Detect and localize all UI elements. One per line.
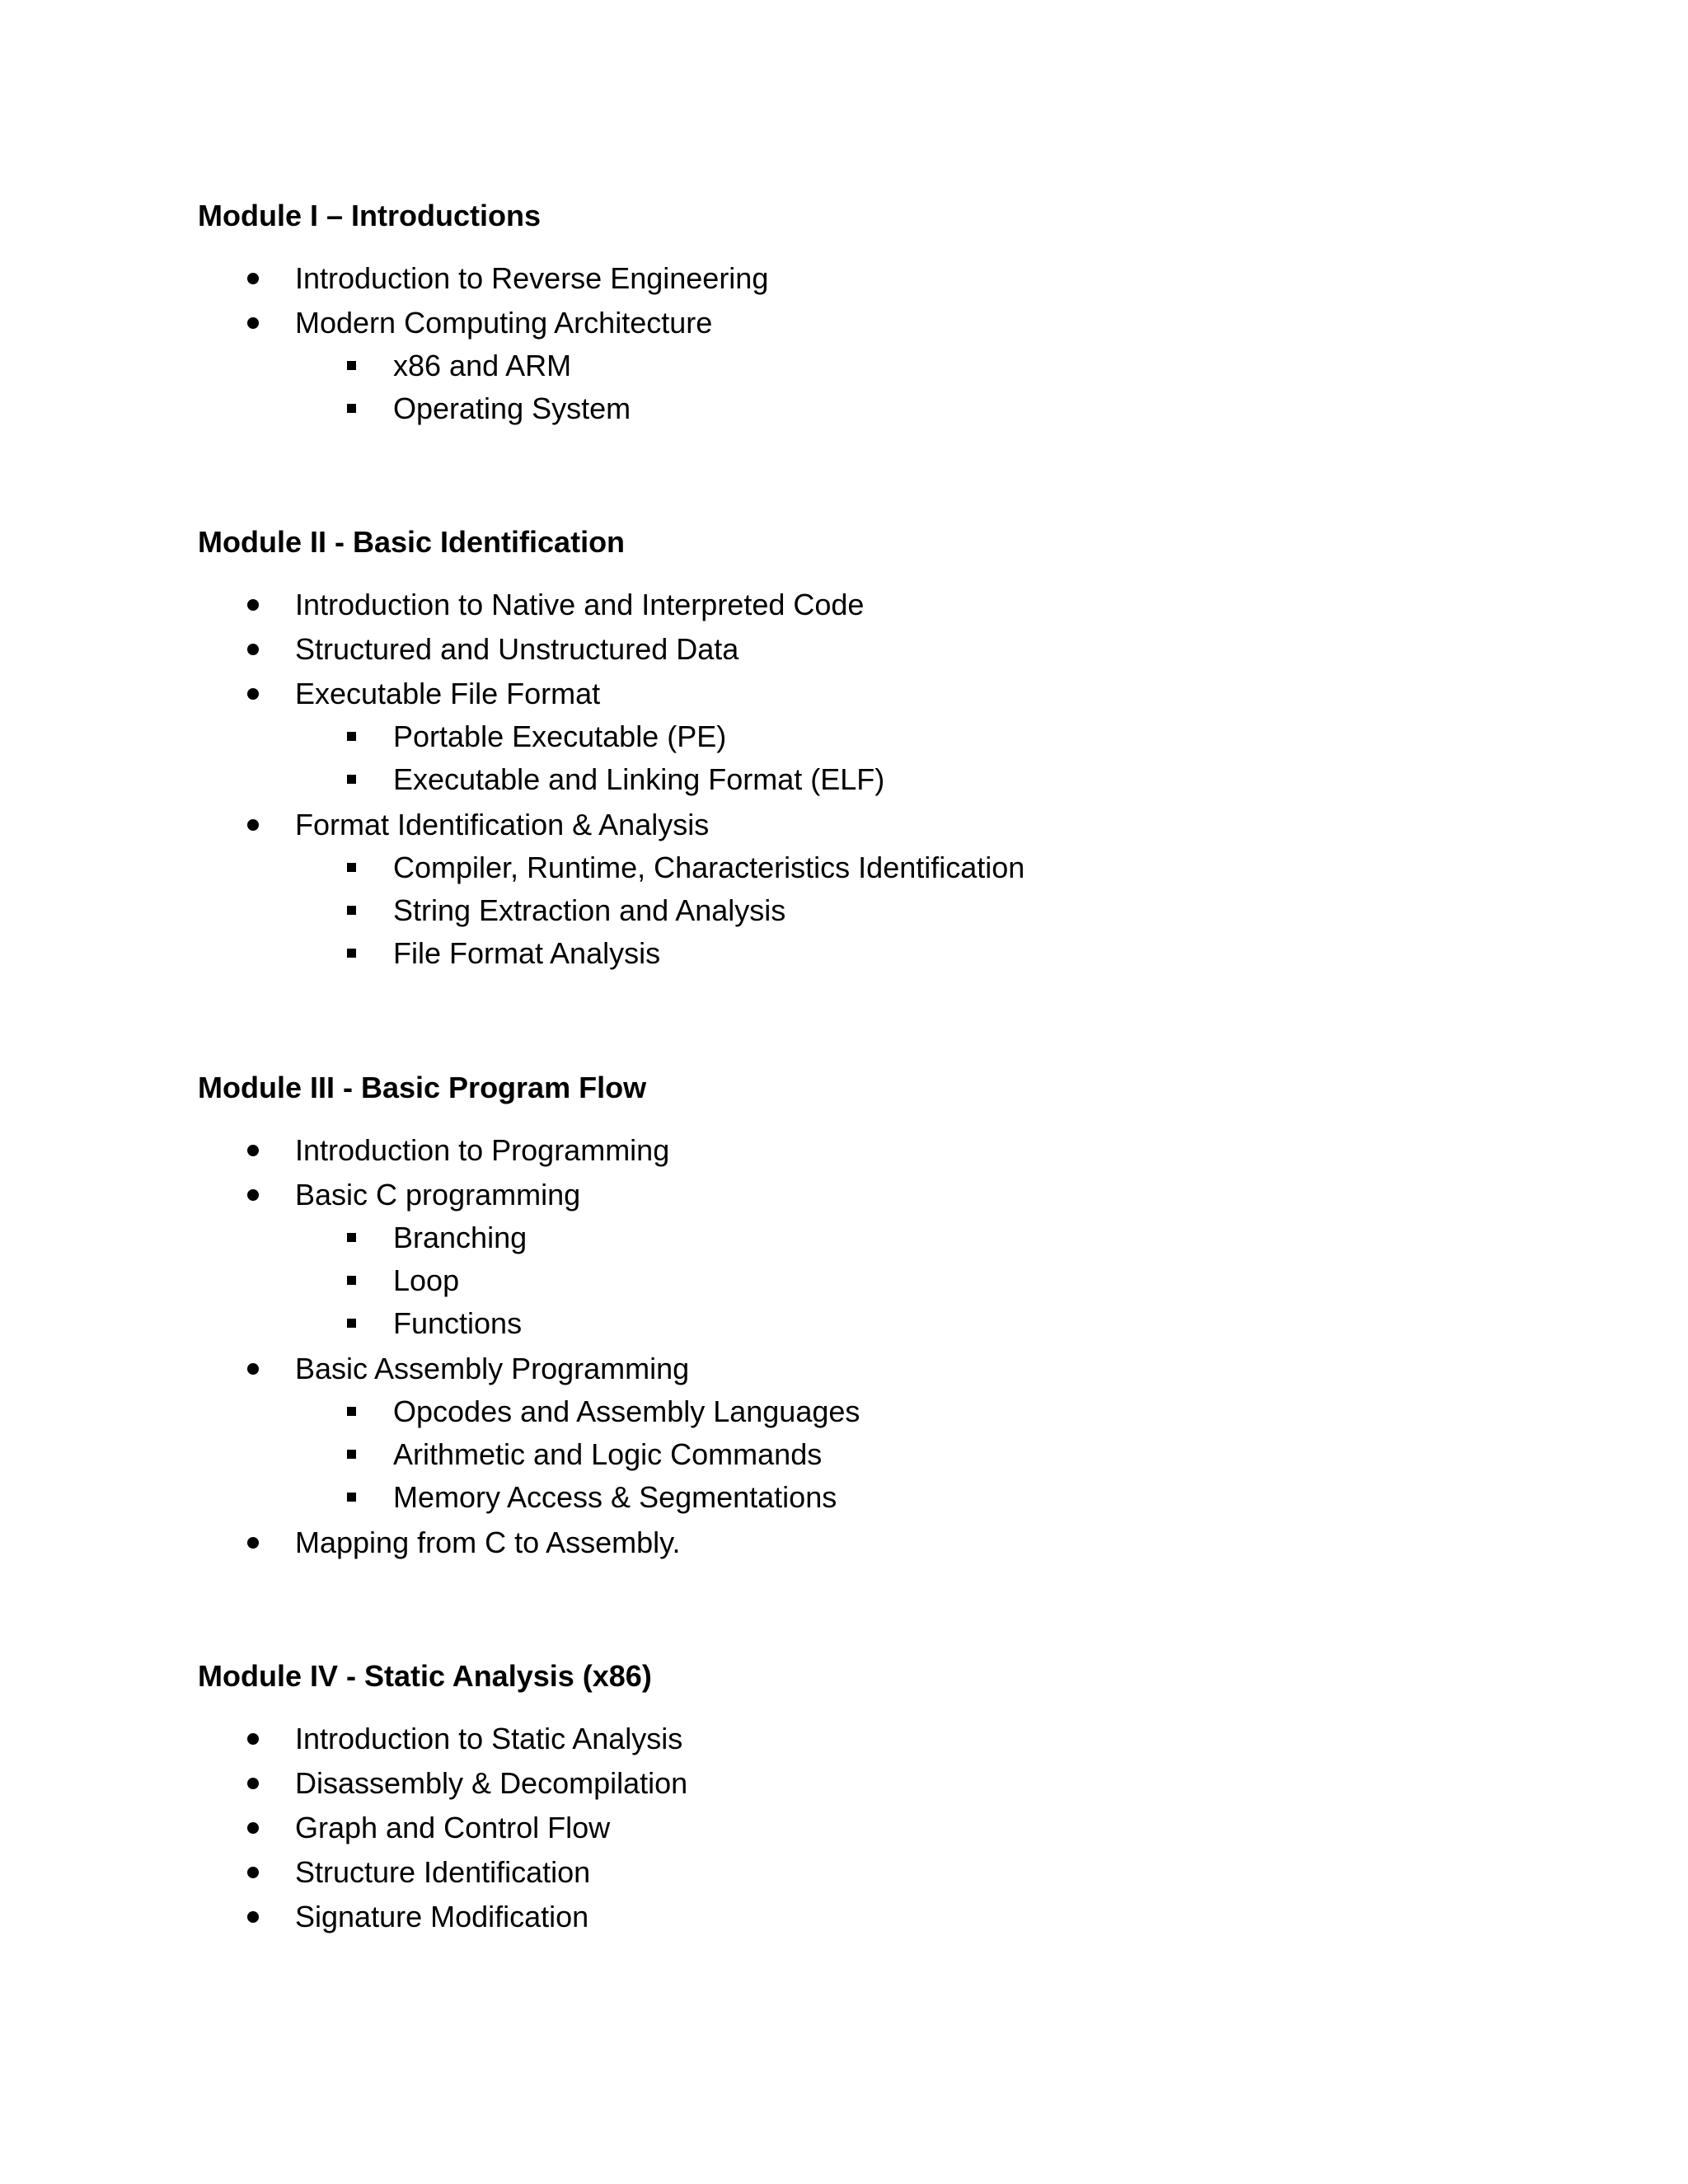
- list-item: [0, 804, 1688, 846]
- bullet-square-icon: [347, 906, 356, 915]
- list-item: [0, 1130, 1688, 1171]
- bullet-dot-icon: [247, 1189, 259, 1201]
- list-item-text: Structure Identification: [295, 1855, 591, 1889]
- bullet-dot-icon: [247, 644, 259, 655]
- module-title: Module III - Basic Program Flow: [198, 1071, 647, 1104]
- sub-list-item: [0, 1391, 1688, 1432]
- bullet-square-icon: [347, 1450, 356, 1459]
- sub-list-item: [0, 847, 1688, 888]
- sub-list-item-text: Functions: [393, 1306, 523, 1340]
- list-item: [0, 1174, 1688, 1216]
- bullet-dot-icon: [247, 273, 259, 284]
- sub-list-item: [0, 933, 1688, 974]
- list-item-text: Introduction to Static Analysis: [295, 1722, 683, 1755]
- list-item-text: Introduction to Native and Interpreted Code: [295, 588, 865, 621]
- module-title: Module II - Basic Identification: [198, 525, 626, 559]
- bullet-dot-icon: [247, 599, 259, 611]
- sub-list-item-text: Portable Executable (PE): [393, 719, 727, 753]
- sub-list-item-text: Branching: [393, 1221, 528, 1254]
- sub-list-item: [0, 1260, 1688, 1301]
- bullet-square-icon: [347, 1407, 356, 1416]
- list-item: [0, 1522, 1688, 1563]
- list-item: [0, 584, 1688, 626]
- list-item-text: Introduction to Programming: [295, 1133, 670, 1167]
- sub-list-item: [0, 388, 1688, 429]
- sub-list-item-text: Loop: [393, 1263, 460, 1297]
- sub-list-item-text: File Format Analysis: [393, 936, 661, 970]
- list-item-text: Introduction to Reverse Engineering: [295, 261, 769, 295]
- list-item: [0, 629, 1688, 670]
- list-item-text: Modern Computing Architecture: [295, 306, 713, 340]
- bullet-square-icon: [347, 361, 356, 370]
- list-item: [0, 1852, 1688, 1893]
- bullet-dot-icon: [247, 688, 259, 700]
- bullet-square-icon: [347, 1276, 356, 1285]
- list-item-text: Basic C programming: [295, 1178, 581, 1212]
- list-item: [0, 673, 1688, 715]
- bullet-square-icon: [347, 863, 356, 872]
- bullet-dot-icon: [247, 819, 259, 831]
- bullet-dot-icon: [247, 1867, 259, 1878]
- list-item: [0, 1348, 1688, 1390]
- list-item-text: Format Identification & Analysis: [295, 808, 710, 841]
- bullet-dot-icon: [247, 1778, 259, 1789]
- bullet-dot-icon: [247, 1822, 259, 1834]
- bullet-square-icon: [347, 949, 356, 958]
- bullet-square-icon: [347, 775, 356, 784]
- sub-list-item: [0, 1217, 1688, 1258]
- bullet-dot-icon: [247, 1911, 259, 1923]
- bullet-dot-icon: [247, 1363, 259, 1375]
- list-item-text: Signature Modification: [295, 1900, 589, 1933]
- list-item-text: Graph and Control Flow: [295, 1811, 611, 1844]
- bullet-dot-icon: [247, 1145, 259, 1156]
- module-title: Module IV - Static Analysis (x86): [198, 1659, 652, 1693]
- bullet-dot-icon: [247, 317, 259, 329]
- sub-list-item: [0, 345, 1688, 387]
- sub-list-item: [0, 759, 1688, 800]
- bullet-dot-icon: [247, 1537, 259, 1549]
- list-item-text: Mapping from C to Assembly.: [295, 1526, 681, 1559]
- sub-list-item-text: Arithmetic and Logic Commands: [393, 1437, 823, 1471]
- list-item: [0, 1718, 1688, 1760]
- bullet-square-icon: [347, 1493, 356, 1502]
- list-item: [0, 302, 1688, 344]
- sub-list-item-text: Memory Access & Segmentations: [393, 1480, 837, 1514]
- bullet-dot-icon: [247, 1733, 259, 1745]
- list-item-text: Executable File Format: [295, 677, 601, 710]
- list-item: [0, 1763, 1688, 1804]
- list-item-text: Structured and Unstructured Data: [295, 632, 739, 666]
- bullet-square-icon: [347, 1319, 356, 1328]
- sub-list-item-text: x86 and ARM: [393, 349, 572, 382]
- list-item: [0, 1896, 1688, 1938]
- module-title: Module I – Introductions: [198, 199, 541, 232]
- sub-list-item: [0, 890, 1688, 931]
- bullet-square-icon: [347, 1233, 356, 1242]
- sub-list-item: [0, 1477, 1688, 1518]
- sub-list-item: [0, 1434, 1688, 1475]
- list-item-text: Basic Assembly Programming: [295, 1352, 690, 1385]
- sub-list-item-text: Opcodes and Assembly Languages: [393, 1394, 860, 1428]
- list-item-text: Disassembly & Decompilation: [295, 1766, 688, 1800]
- sub-list-item-text: Executable and Linking Format (ELF): [393, 762, 885, 796]
- list-item: [0, 258, 1688, 299]
- bullet-square-icon: [347, 732, 356, 741]
- sub-list-item-text: Operating System: [393, 391, 631, 425]
- sub-list-item-text: String Extraction and Analysis: [393, 893, 786, 927]
- sub-list-item: [0, 716, 1688, 757]
- list-item: [0, 1807, 1688, 1849]
- sub-list-item: [0, 1303, 1688, 1344]
- bullet-square-icon: [347, 404, 356, 413]
- sub-list-item-text: Compiler, Runtime, Characteristics Identification: [393, 851, 1025, 884]
